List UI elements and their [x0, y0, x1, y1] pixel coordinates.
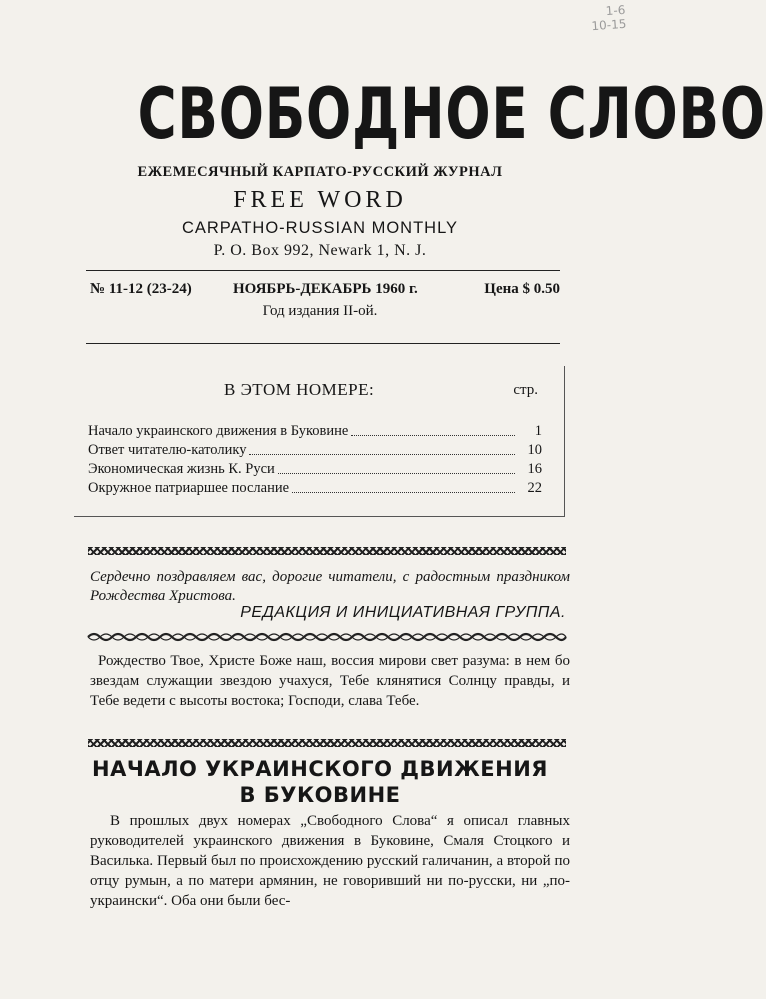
handwritten-note-line-2: 10-15 — [591, 16, 627, 34]
toc-item — [88, 441, 542, 459]
masthead-subtitle-ru: ЕЖЕМЕСЯЧНЫЙ КАРПАТО-РУССКИЙ ЖУРНАЛ — [137, 164, 503, 180]
article-headline-line-1: НАЧАЛО УКРАИНСКОГО ДВИЖЕНИЯ — [92, 757, 548, 781]
handwritten-note — [590, 3, 627, 33]
toc-item-page: 16 — [527, 461, 542, 477]
issue-info-row — [86, 281, 564, 301]
ornament-border-top — [88, 547, 566, 555]
toc-item-title: Начало украинского движения в Буковине — [88, 423, 349, 439]
toc-item-page: 1 — [534, 423, 542, 439]
masthead-rule — [86, 270, 560, 271]
toc-page-heading: стр. — [513, 382, 538, 398]
masthead-title-en: FREE WORD — [233, 187, 407, 213]
table-of-contents — [74, 366, 565, 517]
ornament-border-bottom — [88, 739, 566, 747]
article-headline-line-2: В БУКОВИНЕ — [239, 783, 401, 807]
toc-item-title: Экономическая жизнь К. Руси — [88, 461, 275, 477]
toc-item-title: Ответ читателю-католику — [88, 442, 247, 458]
article-body: В прошлых двух номерах „Свободного Слова“ я описал главных руководителей украинского движения в Буковине, Смаля Стоцкого и Василька. Первый был по происхождению русский галичанин, а второй по отцу румын, а по матери армянин, не говоривший ни по-русски, ни „по-украински“. Оба они были бес- — [90, 813, 570, 909]
issue-number: № 11-12 (23-24) — [90, 281, 192, 297]
publication-year: Год издания II-ой. — [262, 303, 378, 319]
christmas-troparion: Рождество Твое, Христе Боже наш, воссия мирови свет разума: в нем бо звездам служащии звездою учахуся, Тебе клянятися Солнцу правды, и Тебе ведети с высоты востока; Господи, слава Тебе. — [90, 653, 570, 709]
toc-item — [88, 460, 542, 478]
toc-leader-dots — [292, 492, 515, 493]
ornament-wave-divider — [88, 631, 566, 643]
masthead-subtitle-en: CARPATHO-RUSSIAN MONTHLY — [181, 219, 459, 237]
toc-item-page: 10 — [527, 442, 542, 458]
issue-price: Цена $ 0.50 — [484, 281, 560, 297]
toc-leader-dots — [249, 454, 515, 455]
toc-leader-dots — [351, 435, 515, 436]
masthead-address: P. O. Box 992, Newark 1, N. J. — [213, 242, 427, 259]
greeting-text: Сердечно поздравляем вас, дорогие читатели, с радостным праздником Рождества Христова. — [90, 569, 570, 604]
toc-leader-dots — [278, 473, 515, 474]
issue-rule — [86, 343, 560, 344]
toc-item — [88, 422, 542, 440]
handwritten-note-line-1: 1-6 — [605, 2, 626, 19]
toc-item-page: 22 — [527, 480, 542, 496]
greeting-signature: РЕДАКЦИЯ И ИНИЦИАТИВНАЯ ГРУППА. — [240, 604, 566, 621]
toc-heading: В ЭТОМ НОМЕРЕ: — [224, 380, 375, 399]
toc-item-title: Окружное патриаршее послание — [88, 480, 290, 496]
issue-date: НОЯБРЬ-ДЕКАБРЬ 1960 г. — [233, 281, 418, 297]
masthead-title-ru: СВОБОДНОЕ СЛОВО — [137, 73, 766, 155]
toc-item — [88, 479, 542, 497]
